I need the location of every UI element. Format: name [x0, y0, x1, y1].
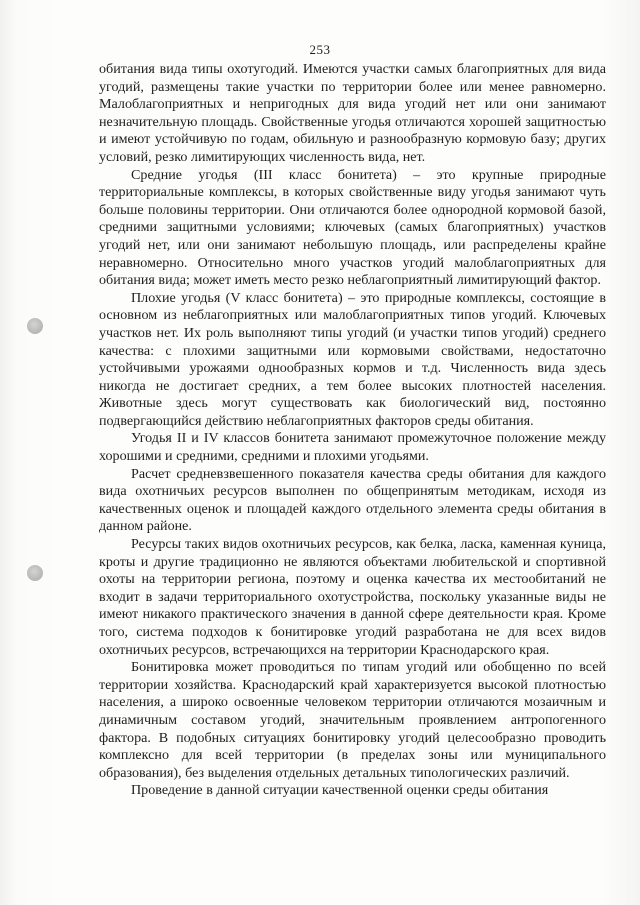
paragraph-poor-grounds: Плохие угодья (V класс бонитета) – это природные комплексы, состоящие в основном из неблагоприятных или малоблагоприятных типов угодий. Ключевых участков нет. Их роль выполняют типы угодий (и участки типов угодий) среднего качества: с плохими защитными или кормовыми свойствами, недостаточно устойчивыми урожаями однообразных кормов и т.д. Численность вида здесь никогда не достигает средних, а тем более высоких плотностей населения. Животные здесь могут существовать как биологический вид, постоянно подвергающийся действию неблагоприятных факторов среды обитания.	[99, 289, 606, 429]
text-body	[99, 61, 606, 800]
page-number: 253	[309, 42, 331, 57]
punch-hole-mark	[27, 565, 43, 581]
paragraph-bonitation-method: Бонитировка может проводиться по типам угодий или обобщенно по всей территории хозяйства. Краснодарский край характеризуется высокой плотностью населения, а широко освоенные человеком территории отличаются мозаичным и динамичным составом угодий, значительным проявлением антропогенного фактора. В подобных ситуациях бонитировку угодий целесообразно проводить комплексно для всей территории (в пределах зоны или муниципального образования), без выделения отдельных детальных типологических различий.	[99, 659, 606, 781]
paragraph-medium-grounds: Средние угодья (III класс бонитета) – это крупные природные территориальные комплексы, в которых свойственные виду угодья занимают чуть больше половины территории. Они отличаются более однородной кормовой базой, средними защитными условиями; ключевых (самых благоприятных) участков угодий нет, или они занимают небольшую площадь, или распределены крайне неравномерно. Относительно много участков угодий малоблагоприятных для обитания вида; может иметь место резко неблагоприятный лимитирующий фактор.	[99, 166, 606, 289]
paragraph-excluded-species: Ресурсы таких видов охотничьих ресурсов, как белка, ласка, каменная куница, кроты и другие традиционно не являются объектами любительской и спортивной охоты на территории региона, поэтому и оценка качества их местообитаний не входит в задачи территориального охотустройства, поскольку указанные виды не имеют никакого практического значения в данной сфере деятельности края. Кроме того, система подходов к бонитировке угодий разработана не для всех видов охотничьих ресурсов, встречающихся на территории Краснодарского края.	[99, 536, 606, 658]
paragraph-continued: обитания вида типы охотугодий. Имеются участки самых благоприятных для вида угодий, размещены такие участки по территории более или менее равномерно. Малоблагоприятных и непригодных для вида угодий нет или они занимают незначительную площадь. Свойственные угодья отличаются хорошей защитностью и имеют устойчивую по годам, обильную и разнообразную кормовую базу; других условий, резко лимитирующих численность вида, нет.	[99, 61, 606, 165]
paragraph-final: Проведение в данной ситуации качественной оценки среды обитания	[131, 782, 549, 799]
paragraph-intermediate-classes: Угодья II и IV классов бонитета занимают промежуточное положение между хорошими и средними, средними и плохими угодьями.	[99, 430, 606, 465]
paragraph-weighted-calculation: Расчет средневзвешенного показателя качества среды обитания для каждого вида охотничьих ресурсов выполнен по общепринятым методикам, исходя из качественных оценок и площадей каждого отдельного элемента среды обитания в данном районе.	[99, 465, 606, 535]
punch-hole-mark	[27, 318, 43, 334]
